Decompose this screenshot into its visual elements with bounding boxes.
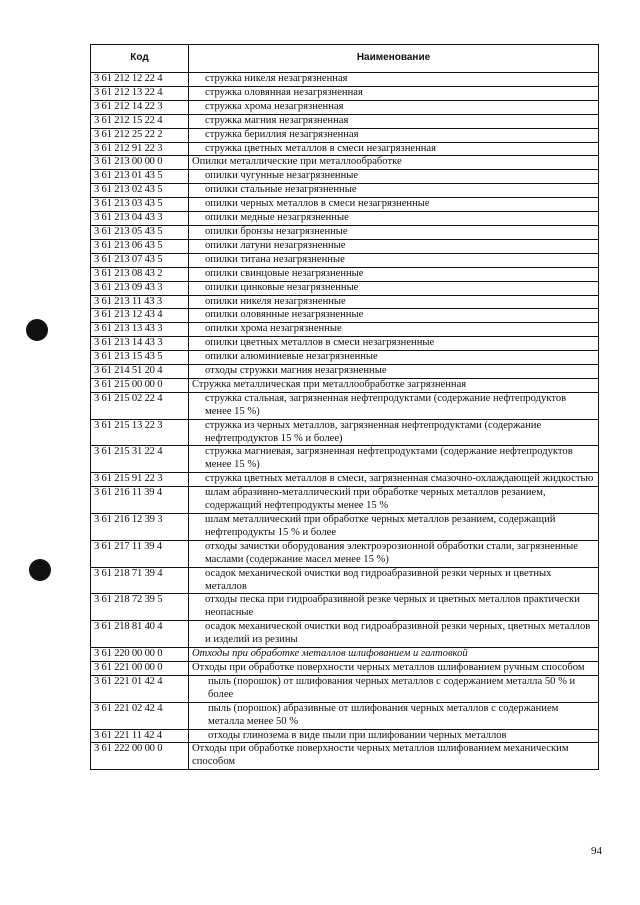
punch-hole (29, 559, 51, 581)
row-name: стружка из черных металлов, загрязненная нефтепродуктами (содержание нефтепродуктов 15 % и более) (189, 419, 599, 446)
row-code: 3 61 218 72 39 5 (91, 594, 189, 621)
row-name: шлам абразивно-металлический при обработке черных металлов резанием, содержащий нефтепродукты менее 15 % (189, 487, 599, 514)
table-header-row (91, 45, 599, 73)
table-row (91, 446, 599, 473)
table-row (91, 114, 599, 128)
row-code: 3 61 213 06 43 5 (91, 239, 189, 253)
row-code: 3 61 212 14 22 3 (91, 100, 189, 114)
row-code: 3 61 212 15 22 4 (91, 114, 189, 128)
row-name: Отходы при обработке металлов шлифованием и галтовкой (189, 648, 599, 662)
row-name: стружка стальная, загрязненная нефтепродуктами (содержание нефтепродуктов менее 15 %) (189, 392, 599, 419)
row-code: 3 61 215 13 22 3 (91, 419, 189, 446)
row-code: 3 61 213 12 43 4 (91, 309, 189, 323)
row-name: Стружка металлическая при металлообработке загрязненная (189, 378, 599, 392)
table-row (91, 351, 599, 365)
row-name: опилки свинцовые незагрязненные (189, 267, 599, 281)
row-code: 3 61 213 05 43 5 (91, 225, 189, 239)
row-code: 3 61 213 03 43 5 (91, 198, 189, 212)
row-name: пыль (порошок) от шлифования черных металлов с содержанием металла 50 % и более (189, 675, 599, 702)
table-row (91, 594, 599, 621)
row-name: опилки латуни незагрязненные (189, 239, 599, 253)
table-row (91, 184, 599, 198)
table-row (91, 661, 599, 675)
row-name: опилки цинковые незагрязненные (189, 281, 599, 295)
table-row (91, 729, 599, 743)
row-code: 3 61 213 04 43 3 (91, 212, 189, 226)
row-code: 3 61 218 81 40 4 (91, 621, 189, 648)
table-row (91, 267, 599, 281)
table-row (91, 100, 599, 114)
row-code: 3 61 221 00 00 0 (91, 661, 189, 675)
column-header-name: Наименование (189, 45, 599, 73)
row-code: 3 61 221 02 42 4 (91, 702, 189, 729)
table-row (91, 212, 599, 226)
table-row (91, 365, 599, 379)
table-row (91, 156, 599, 170)
row-code: 3 61 213 07 43 5 (91, 253, 189, 267)
table-row (91, 253, 599, 267)
table-row (91, 648, 599, 662)
row-name: стружка магниевая, загрязненная нефтепродуктами (содержание нефтепродуктов менее 15 %) (189, 446, 599, 473)
table-row (91, 473, 599, 487)
row-name: Опилки металлические при металлообработке (189, 156, 599, 170)
table-row (91, 337, 599, 351)
table-row (91, 392, 599, 419)
row-code: 3 61 215 91 22 3 (91, 473, 189, 487)
row-name: отходы стружки магния незагрязненные (189, 365, 599, 379)
row-name: стружка оловянная незагрязненная (189, 86, 599, 100)
row-name: отходы зачистки оборудования электроэрозионной обработки стали, загрязненные маслами (содержание масел менее 15 %) (189, 540, 599, 567)
row-name: опилки оловянные незагрязненные (189, 309, 599, 323)
row-name: Отходы при обработке поверхности черных металлов шлифованием механическим способом (189, 743, 599, 770)
punch-hole (26, 319, 48, 341)
row-code: 3 61 220 00 00 0 (91, 648, 189, 662)
row-name: опилки алюминиевые незагрязненные (189, 351, 599, 365)
row-code: 3 61 216 11 39 4 (91, 487, 189, 514)
row-name: опилки хрома незагрязненные (189, 323, 599, 337)
table-row (91, 378, 599, 392)
row-name: отходы глинозема в виде пыли при шлифовании черных металлов (189, 729, 599, 743)
table-row (91, 295, 599, 309)
row-code: 3 61 217 11 39 4 (91, 540, 189, 567)
row-code: 3 61 216 12 39 3 (91, 514, 189, 541)
row-code: 3 61 212 12 22 4 (91, 73, 189, 87)
table-row (91, 86, 599, 100)
table-row (91, 170, 599, 184)
row-name: стружка цветных металлов в смеси, загрязненная смазочно-охлаждающей жидкостью (189, 473, 599, 487)
row-code: 3 61 213 15 43 5 (91, 351, 189, 365)
row-name: опилки медные незагрязненные (189, 212, 599, 226)
row-name: опилки стальные незагрязненные (189, 184, 599, 198)
row-name: шлам металлический при обработке черных металлов резанием, содержащий нефтепродукты 15 % и более (189, 514, 599, 541)
table-row (91, 419, 599, 446)
table-row (91, 225, 599, 239)
table-row (91, 702, 599, 729)
row-name: опилки титана незагрязненные (189, 253, 599, 267)
table-row (91, 567, 599, 594)
row-name: опилки черных металлов в смеси незагрязненные (189, 198, 599, 212)
row-name: стружка магния незагрязненная (189, 114, 599, 128)
row-code: 3 61 215 02 22 4 (91, 392, 189, 419)
table-row (91, 309, 599, 323)
row-code: 3 61 212 13 22 4 (91, 86, 189, 100)
row-code: 3 61 218 71 39 4 (91, 567, 189, 594)
table-row (91, 487, 599, 514)
table-row (91, 198, 599, 212)
row-code: 3 61 212 25 22 2 (91, 128, 189, 142)
row-code: 3 61 213 00 00 0 (91, 156, 189, 170)
table-row (91, 743, 599, 770)
row-code: 3 61 213 14 43 3 (91, 337, 189, 351)
row-name: осадок механической очистки вод гидроабразивной резки черных, цветных металлов и изделий из резины (189, 621, 599, 648)
row-name: пыль (порошок) абразивные от шлифования черных металлов с содержанием металла менее 50 % (189, 702, 599, 729)
row-code: 3 61 212 91 22 3 (91, 142, 189, 156)
row-code: 3 61 213 13 43 3 (91, 323, 189, 337)
row-code: 3 61 221 11 42 4 (91, 729, 189, 743)
row-name: Отходы при обработке поверхности черных металлов шлифованием ручным способом (189, 661, 599, 675)
row-code: 3 61 221 01 42 4 (91, 675, 189, 702)
row-code: 3 61 215 00 00 0 (91, 378, 189, 392)
row-name: опилки никеля незагрязненные (189, 295, 599, 309)
row-code: 3 61 213 08 43 2 (91, 267, 189, 281)
row-name: опилки бронзы незагрязненные (189, 225, 599, 239)
row-code: 3 61 222 00 00 0 (91, 743, 189, 770)
table-row (91, 514, 599, 541)
waste-classifier-table (90, 44, 599, 770)
table-row (91, 323, 599, 337)
row-code: 3 61 213 01 43 5 (91, 170, 189, 184)
table-row (91, 239, 599, 253)
row-code: 3 61 215 31 22 4 (91, 446, 189, 473)
row-code: 3 61 213 11 43 3 (91, 295, 189, 309)
row-code: 3 61 214 51 20 4 (91, 365, 189, 379)
table-row (91, 73, 599, 87)
row-code: 3 61 213 02 43 5 (91, 184, 189, 198)
row-name: стружка хрома незагрязненная (189, 100, 599, 114)
table-row (91, 675, 599, 702)
page-number: 94 (591, 845, 602, 857)
table-row (91, 621, 599, 648)
row-name: опилки цветных металлов в смеси незагрязненные (189, 337, 599, 351)
table-row (91, 540, 599, 567)
table-row (91, 128, 599, 142)
row-name: стружка цветных металлов в смеси незагрязненная (189, 142, 599, 156)
row-code: 3 61 213 09 43 3 (91, 281, 189, 295)
row-name: опилки чугунные незагрязненные (189, 170, 599, 184)
table-row (91, 142, 599, 156)
row-name: отходы песка при гидроабразивной резке черных и цветных металлов практически неопасные (189, 594, 599, 621)
table-row (91, 281, 599, 295)
row-name: стружка бериллия незагрязненная (189, 128, 599, 142)
column-header-code: Код (91, 45, 189, 73)
row-name: стружка никеля незагрязненная (189, 73, 599, 87)
row-name: осадок механической очистки вод гидроабразивной резки черных и цветных металлов (189, 567, 599, 594)
